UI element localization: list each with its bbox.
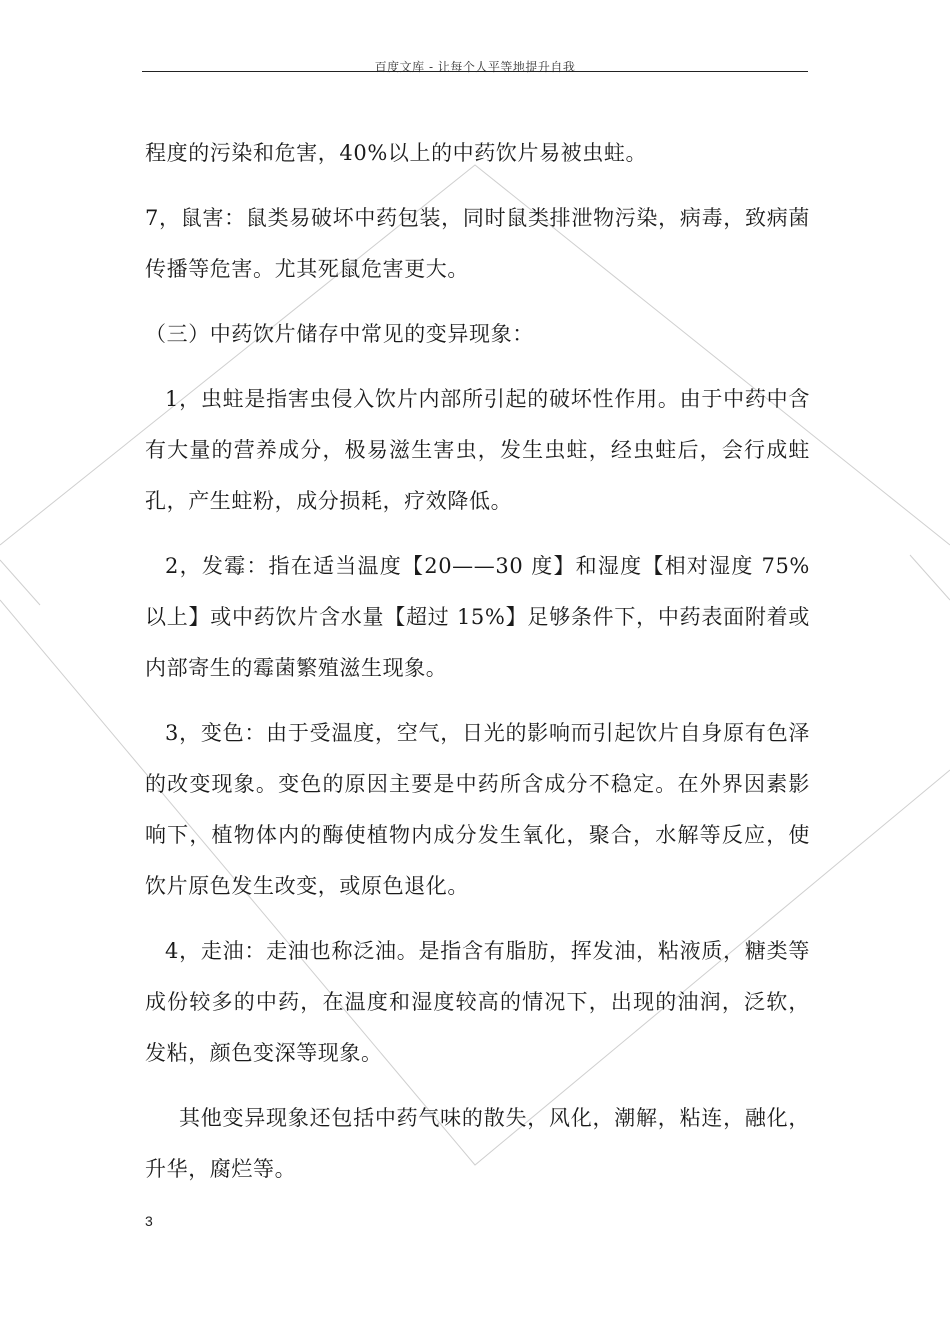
page-header: 百度文库 - 让每个人平等地提升自我 <box>374 60 576 74</box>
paragraph-insect-damage: 1，虫蛀是指害虫侵入饮片内部所引起的破坏性作用。由于中药中含有大量的营养成分，极易滋生害虫，发生虫蛀，经虫蛀后，会行成蛀孔，产生蛀粉，成分损耗，疗效降低。 <box>145 387 810 513</box>
paragraph-rodent-damage: 7，鼠害：鼠类易破坏中药包装，同时鼠类排泄物污染，病毒，致病菌传播等危害。尤其死鼠危害更大。 <box>145 206 810 281</box>
page-number: 3 <box>145 1213 153 1229</box>
section-heading-variation: （三）中药饮片储存中常见的变异现象： <box>145 322 534 346</box>
document-body <box>145 128 810 1209</box>
paragraph-mildew: 2，发霉：指在适当温度【20——30 度】和湿度【相对湿度 75%以上】或中药饮片含水量【超过 15%】足够条件下，中药表面附着或内部寄生的霉菌繁殖滋生现象。 <box>145 554 810 680</box>
paragraph-pest-damage-end: 程度的污染和危害，40%以上的中药饮片易被虫蛀。 <box>145 141 648 165</box>
paragraph-oil-seepage: 4，走油：走油也称泛油。是指含有脂肪，挥发油，粘液质，糖类等成份较多的中药，在温度和湿度较高的情况下，出现的油润，泛软，发粘，颜色变深等现象。 <box>145 939 810 1065</box>
header-divider <box>142 71 808 72</box>
paragraph-discoloration: 3，变色：由于受温度，空气，日光的影响而引起饮片自身原有色泽的改变现象。变色的原因主要是中药所含成分不稳定。在外界因素影响下，植物体内的酶使植物内成分发生氧化，聚合，水解等反应，使饮片原色发生改变，或原色退化。 <box>145 721 810 898</box>
paragraph-other-variations: 其他变异现象还包括中药气味的散失，风化，潮解，粘连，融化，升华，腐烂等。 <box>145 1106 810 1181</box>
